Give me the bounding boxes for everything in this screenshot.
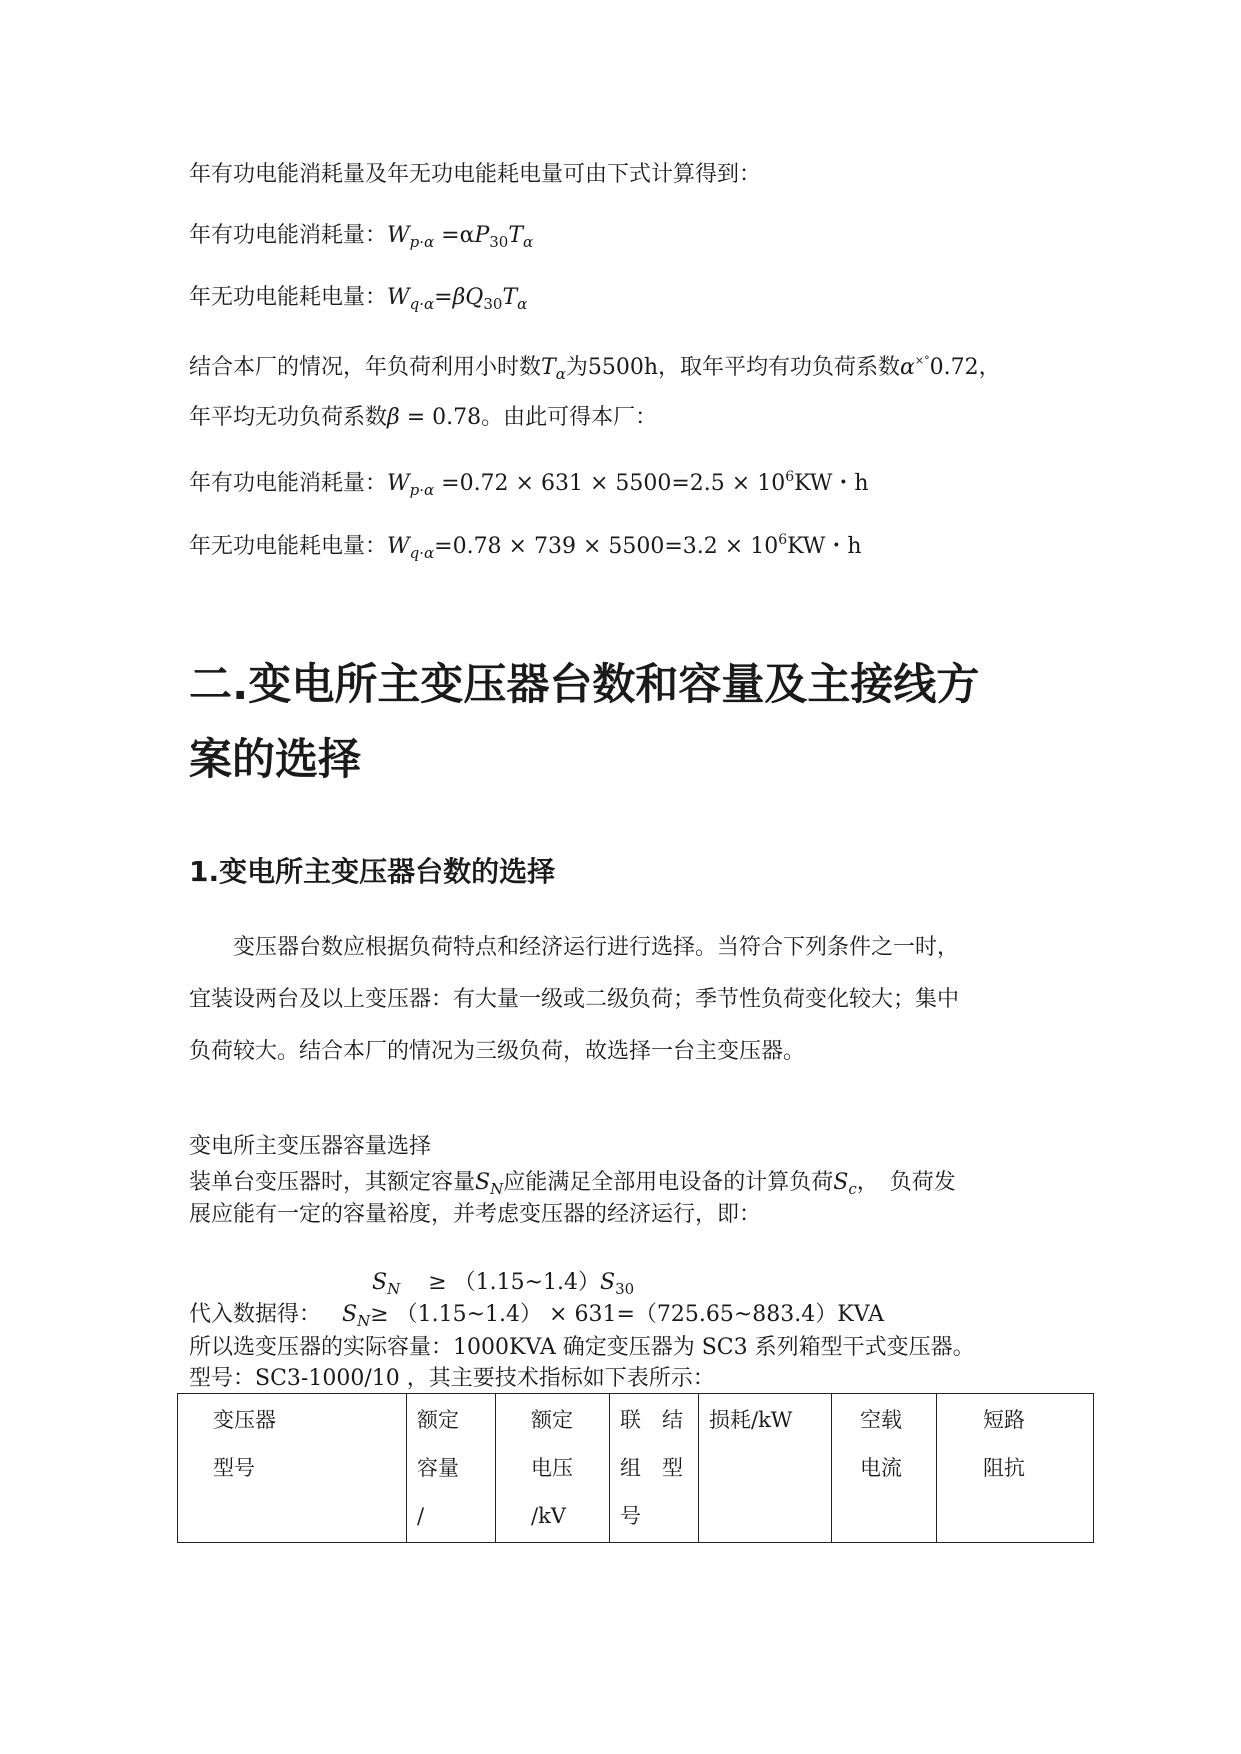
col-impedance [937, 1394, 1094, 1543]
col-noload-current [832, 1394, 937, 1543]
model-line: 型号：SC3-1000/10 ，其主要技术指标如下表所示： [189, 1366, 715, 1391]
formula-reactive-rhs: = [434, 285, 453, 310]
capacity-l1b: 应能满足全部用电设备的计算负荷 [503, 1170, 834, 1195]
spec-table [177, 1393, 1094, 1543]
cell-text: 变压器 [213, 1408, 276, 1432]
subsection-title: 1.变电所主变压器台数的选择 [189, 855, 556, 888]
calc-active-label: 年有功电能消耗量： [189, 471, 388, 496]
context-a: 结合本厂的情况，年负荷利用小时数 [189, 355, 542, 380]
section-title-line2: 案的选择 [189, 735, 361, 785]
inequality: $S_N$ ≥ $(1.15\sim 1.4)S_{30}$ [372, 1270, 635, 1298]
count-paragraph [189, 922, 1059, 1078]
cell-text: 电流 [860, 1456, 902, 1480]
choose-line: 所以选变压器的实际容量：1000KVA 确定变压器为 SC3 系列箱型干式变压器。 [189, 1335, 975, 1360]
table-row [178, 1394, 1094, 1543]
section-title-line1: 二.变电所主变压器台数和容量及主接线方 [189, 660, 980, 710]
inequality-rhs: ≥ （1.15~1.4） [428, 1270, 601, 1295]
count-para-line3: 负荷较大。结合本厂的情况为三级负荷，故选择一台主变压器。 [189, 1039, 806, 1064]
calc-active-unit: KW・h [794, 471, 869, 496]
calc-active: 年有功电能消耗量：$W_{p\cdot\alpha} =0.72 \times 631 \times 5500=2.5 \times 10^6KW$・h [189, 469, 869, 499]
cell-text: 联 结 [620, 1408, 683, 1432]
col-connection [610, 1394, 699, 1543]
capacity-l1a: 装单台变压器时，其额定容量 [189, 1170, 476, 1195]
beta-line: 年平均无功负荷系数β = 0.78。由此可得本厂： [189, 405, 658, 430]
col-capacity [407, 1394, 496, 1543]
cell-text: 额定 [417, 1408, 459, 1432]
count-para-line2: 宜装设两台及以上变压器：有大量一级或二级负荷；季节性负荷变化较大；集中 [189, 987, 960, 1012]
cell-text: 号 [620, 1504, 641, 1528]
substitution-label: 代入数据得： [189, 1302, 322, 1327]
reactive-label: 年无功电能耗电量： [189, 285, 388, 310]
col-voltage [496, 1394, 610, 1543]
calc-reactive-exp: 6 [778, 532, 788, 548]
col-loss [699, 1394, 832, 1543]
cell-text: 阻抗 [983, 1456, 1025, 1480]
capacity-line1: 装单台变压器时，其额定容量$S_N$应能满足全部用电设备的计算负荷$S_c$， 负荷发 [189, 1170, 956, 1198]
capacity-heading: 变电所主变压器容量选择 [189, 1134, 432, 1159]
calc-active-exp: 6 [785, 469, 795, 485]
active-label: 年有功电能消耗量： [189, 223, 388, 248]
calc-reactive: 年无功电能耗电量：$W_{q\cdot\alpha}=0.78 \times 739 \times 5500=3.2 \times 10^6KW$・h [189, 532, 862, 562]
cell-text: 短路 [983, 1408, 1025, 1432]
alpha-value: 0.72， [929, 355, 1001, 380]
cell-text: 空载 [860, 1408, 902, 1432]
energy-intro: 年有功电能消耗量及年无功电能耗电量可由下式计算得到： [189, 162, 762, 187]
formula-active: 年有功电能消耗量：$W_{p\cdot\alpha} =\alpha P_{30}T_\alpha$ [189, 223, 534, 251]
cell-text: 型号 [213, 1456, 255, 1480]
context-line: 结合本厂的情况，年负荷利用小时数$T_\alpha$为5500h，取年平均有功负荷系数α×°0.72， [189, 354, 1001, 383]
calc-active-value: =0.72 × 631 × 5500=2.5 × 10 [434, 471, 786, 496]
calc-reactive-unit: KW・h [787, 534, 862, 559]
context-c: 年平均无功负荷系数 [189, 405, 388, 430]
capacity-line2: 展应能有一定的容量裕度，并考虑变压器的经济运行，即： [189, 1202, 762, 1227]
context-b: 为5500h，取年平均有功负荷系数 [565, 355, 901, 380]
cell-text: 额定 [531, 1408, 573, 1432]
cell-text: 组 型 [620, 1456, 683, 1480]
calc-reactive-label: 年无功电能耗电量： [189, 534, 388, 559]
cell-text: 容量 [417, 1456, 459, 1480]
formula-reactive: 年无功电能耗电量：$W_{q\cdot\alpha}=\beta Q_{30}T_\alpha$ [189, 285, 528, 313]
capacity-l1c: ， 负荷发 [856, 1170, 956, 1195]
formula-active-rhs: =α [441, 223, 475, 248]
substitution-rhs: ≥ （1.15~1.4） × 631=（725.65~883.4）KVA [370, 1302, 884, 1327]
count-para-line1: 变压器台数应根据负荷特点和经济运行进行选择。当符合下列条件之一时， [233, 935, 960, 960]
cell-text: 损耗/kW [709, 1408, 793, 1432]
col-model [178, 1394, 407, 1543]
cell-text: 电压 [531, 1456, 573, 1480]
cell-text: / [417, 1504, 425, 1528]
beta-value: = 0.78。由此可得本厂： [399, 405, 658, 430]
cell-text: /kV [531, 1504, 566, 1528]
calc-reactive-value: =0.78 × 739 × 5500=3.2 × 10 [434, 534, 779, 559]
substitution: 代入数据得： $S_N\ge$ （1.15~1.4） × 631=（725.65~883.4）KVA [189, 1302, 884, 1330]
